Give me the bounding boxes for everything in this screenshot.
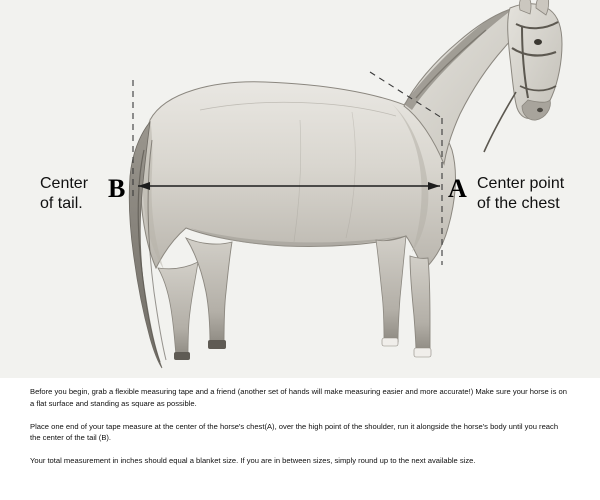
instruction-paragraph-2: Place one end of your tape measure at the center of the horse's chest(A), over the high point of the shoulder, run it alongside the horse's body until you reach the center of the tail (B). <box>30 421 559 443</box>
label-center-of-tail-line1: Center <box>40 175 89 192</box>
point-label-a: A <box>448 174 467 203</box>
nostril <box>537 108 543 112</box>
label-center-point-of-chest <box>477 174 564 214</box>
label-center-of-tail <box>40 174 88 214</box>
instruction-paragraph-1: Before you begin, grab a flexible measuring tape and a friend (another set of hands will make measuring easier and more accurate!) Make sure your horse is on a flat surface and standing as square as possible. <box>30 387 567 408</box>
eye <box>534 39 542 45</box>
point-label-b: B <box>108 174 126 203</box>
instructions-caption <box>0 378 600 500</box>
hoof-hind-far <box>174 352 190 360</box>
instruction-paragraph-3: Your total measurement in inches should equal a blanket size. If you are in between sizes, simply round up to the next available size. <box>30 456 476 466</box>
hoof-hind-near <box>208 340 226 349</box>
label-center-point-of-chest-line2: of the chest <box>477 195 560 212</box>
label-center-of-tail-line2: of tail. <box>40 195 83 212</box>
hoof-fore-near <box>414 348 431 357</box>
hoof-fore-far <box>382 338 398 346</box>
label-center-point-of-chest-line1: Center point <box>477 175 565 192</box>
